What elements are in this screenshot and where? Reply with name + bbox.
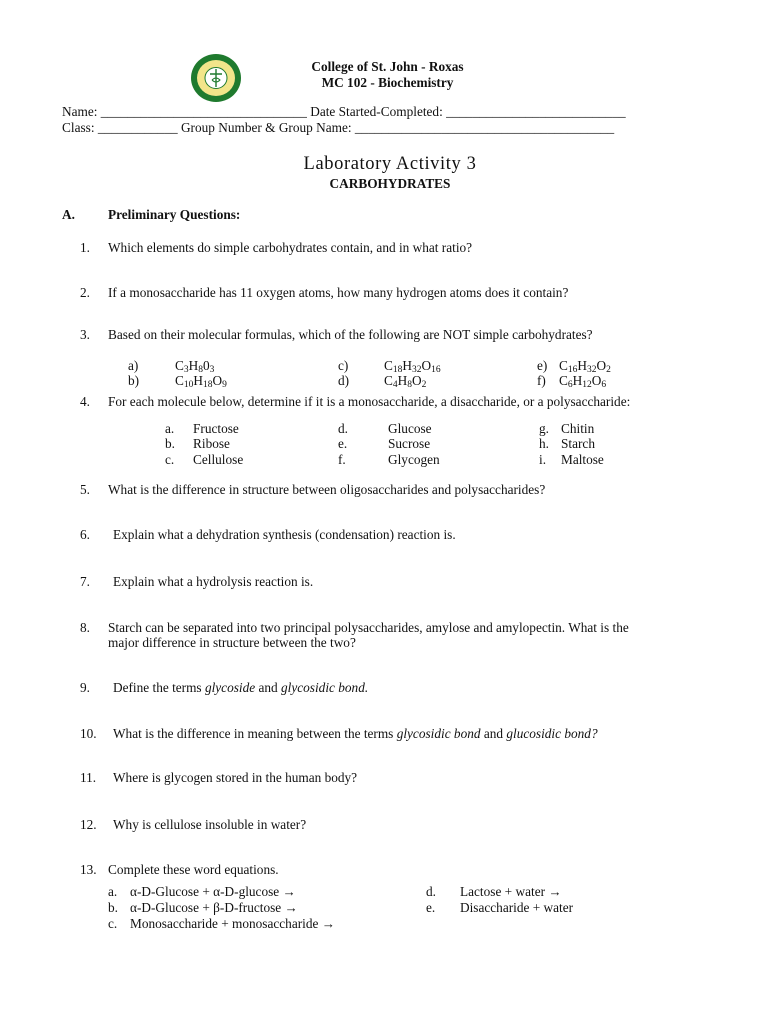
q7-number: 7. <box>80 574 90 589</box>
q4-item-h-label: h. <box>539 436 549 451</box>
q12-text: Why is cellulose insoluble in water? <box>113 817 307 832</box>
q5-text: What is the difference in structure between oligosaccharides and polysaccharides? <box>108 482 546 497</box>
q4-item-a-name: Fructose <box>193 421 239 436</box>
q4-item-h-name: Starch <box>561 436 595 451</box>
q13-eq-a-text: α-D-Glucose + α-D-glucose → <box>130 884 296 899</box>
q13-eq-d-label: d. <box>426 884 436 899</box>
q6-number: 6. <box>80 527 90 542</box>
q8-text-line1: Starch can be separated into two principal polysaccharides, amylose and amylopectin. What is the <box>108 620 629 635</box>
q13-eq-b-text: α-D-Glucose + β-D-fructose → <box>130 900 298 915</box>
q9-text: Define the terms glycoside and glycosidic bond. <box>113 680 369 695</box>
q4-item-d-label: d. <box>338 421 348 436</box>
q2-number: 2. <box>80 285 90 300</box>
q3-option-a-label: a) <box>128 358 139 373</box>
page-title: Laboratory Activity 3 <box>303 154 477 174</box>
q4-text: For each molecule below, determine if it is a monosaccharide, a disaccharide, or a polysaccharide: <box>108 394 631 409</box>
q4-number: 4. <box>80 394 90 409</box>
class-field[interactable]: ____________ <box>97 120 178 135</box>
group-field[interactable]: _______________________________________ <box>354 120 615 135</box>
class-row <box>62 120 614 135</box>
q3-text: Based on their molecular formulas, which of the following are NOT simple carbohydrates? <box>108 327 593 342</box>
q7-text: Explain what a hydrolysis reaction is. <box>113 574 314 589</box>
q4-item-e-name: Sucrose <box>388 436 431 451</box>
q9-number: 9. <box>80 680 90 695</box>
section-heading: Preliminary Questions: <box>108 207 241 222</box>
q4-item-f-label: f. <box>338 452 346 467</box>
date-field[interactable]: ___________________________ <box>446 104 626 119</box>
q3-option-f-label: f) <box>537 373 546 388</box>
q13-eq-b-label: b. <box>108 900 118 915</box>
q2-text: If a monosaccharide has 11 oxygen atoms, how many hydrogen atoms does it contain? <box>108 285 569 300</box>
q13-eq-d-text: Lactose + water → <box>460 884 562 899</box>
q10-number: 10. <box>80 726 97 741</box>
q13-number: 13. <box>80 862 97 877</box>
q4-item-a-label: a. <box>165 421 175 436</box>
q8-text-line2: major difference in structure between the two? <box>108 635 356 650</box>
q6-text: Explain what a dehydration synthesis (condensation) reaction is. <box>113 527 456 542</box>
group-label: Group Number & Group Name: <box>180 120 352 135</box>
q3-option-e-formula: $C_{16}H_{32}O_2$ <box>559 358 611 375</box>
q3-option-c-label: c) <box>338 358 349 373</box>
q13-eq-a-label: a. <box>108 884 118 899</box>
q1-number: 1. <box>80 240 90 255</box>
q8-number: 8. <box>80 620 90 635</box>
page-subtitle: CARBOHYDRATES <box>329 176 451 191</box>
q3-option-a-formula: $C_3H_80_3$ <box>175 358 215 375</box>
class-label: Class: <box>62 120 95 135</box>
q4-item-c-label: c. <box>165 452 175 467</box>
date-label: Date Started-Completed: <box>310 104 443 119</box>
course-title: MC 102 - Biochemistry <box>321 75 454 90</box>
q4-item-i-name: Maltose <box>561 452 604 467</box>
college-name: College of St. John - Roxas <box>311 59 464 74</box>
q3-option-d-label: d) <box>338 373 350 388</box>
q13-text: Complete these word equations. <box>108 862 279 877</box>
college-seal-logo <box>190 52 242 104</box>
q3-number: 3. <box>80 327 90 342</box>
q3-option-e-label: e) <box>537 358 548 373</box>
q4-item-b-label: b. <box>165 436 175 451</box>
q3-option-f-formula: $C_6H_{12}O_6$ <box>559 373 607 390</box>
q3-option-d-formula: $C_4H_8O_2$ <box>384 373 427 390</box>
q12-number: 12. <box>80 817 97 832</box>
q4-item-c-name: Cellulose <box>193 452 244 467</box>
q13-eq-e-label: e. <box>426 900 436 915</box>
q10-text: What is the difference in meaning between the terms glycosidic bond and glucosidic bond? <box>113 726 598 741</box>
q13-eq-e-text: Disaccharide + water <box>460 900 574 915</box>
q4-item-e-label: e. <box>338 436 348 451</box>
q13-eq-c-label: c. <box>108 916 118 931</box>
q5-number: 5. <box>80 482 90 497</box>
q4-item-g-name: Chitin <box>561 421 595 436</box>
q11-text: Where is glycogen stored in the human body? <box>113 770 358 785</box>
name-label: Name: <box>62 104 98 119</box>
q3-option-b-label: b) <box>128 373 140 388</box>
q13-eq-c-text: Monosaccharide + monosaccharide → <box>130 916 336 931</box>
q3-option-c-formula: $C_{18}H_{32}O_{16}$ <box>384 358 441 375</box>
section-letter: A. <box>62 207 75 222</box>
q4-item-b-name: Ribose <box>193 436 230 451</box>
q4-item-d-name: Glucose <box>388 421 432 436</box>
name-row <box>62 104 626 119</box>
q3-option-b-formula: $C_{10}H_{18}O_9$ <box>175 373 227 390</box>
q1-text: Which elements do simple carbohydrates contain, and in what ratio? <box>108 240 473 255</box>
q4-item-i-label: i. <box>539 452 547 467</box>
q11-number: 11. <box>80 770 97 785</box>
name-field[interactable]: _______________________________ <box>100 104 307 119</box>
q4-item-g-label: g. <box>539 421 549 436</box>
q4-item-f-name: Glycogen <box>388 452 440 467</box>
